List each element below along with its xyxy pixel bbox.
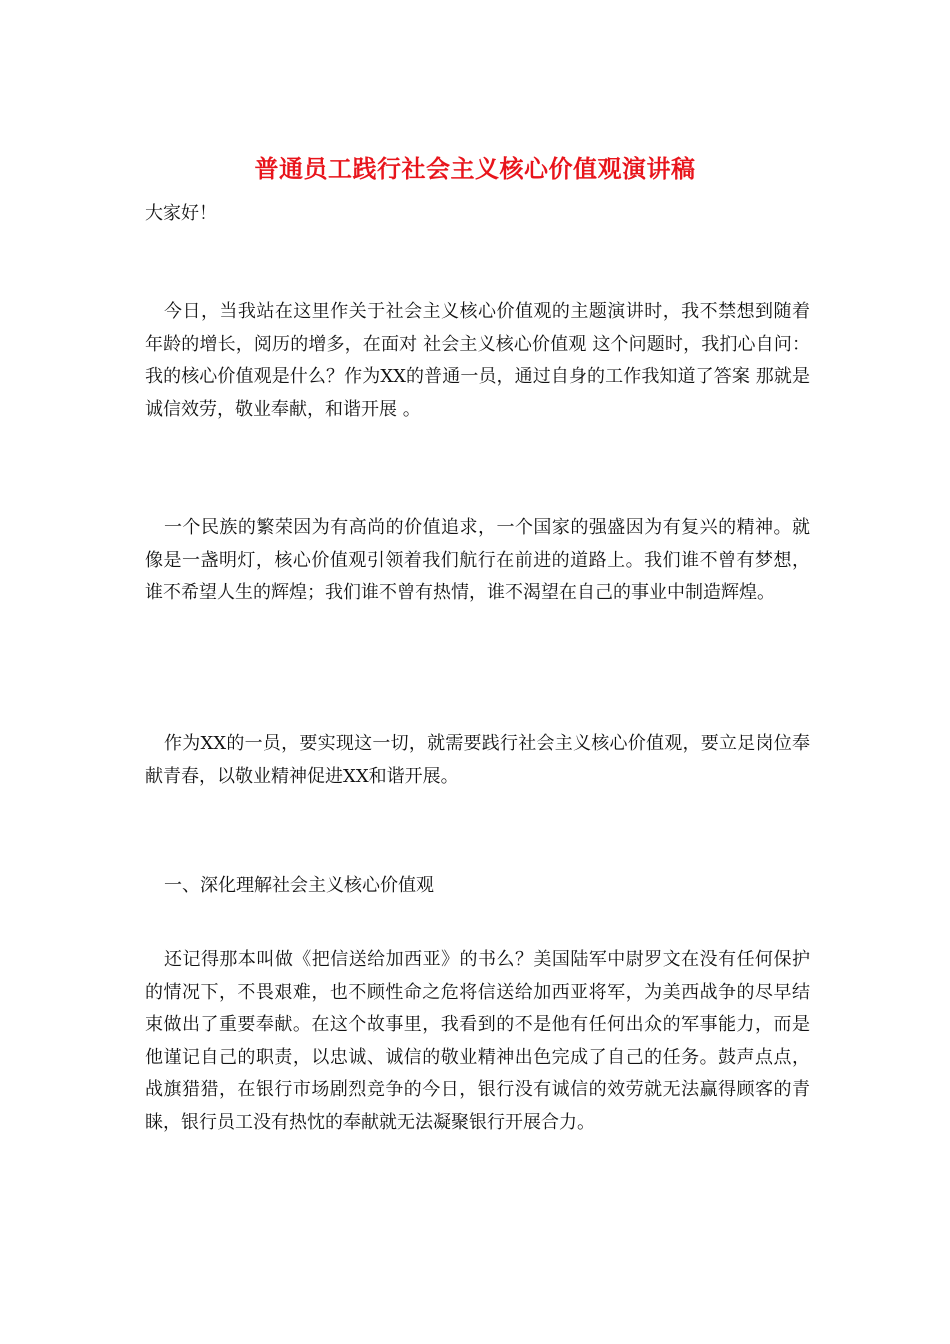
paragraph-garcia-story: 还记得那本叫做《把信送给加西亚》的书么？美国陆军中尉罗文在没有任何保护的情况下，不畏艰难，也不顾性命之危将信送给加西亚将军，为美西战争的尽早结束做出了重要奉献。在这个故事里，我看到的不是他有任何出众的军事能力，而是他谨记自己的职责，以忠诚、诚信的敬业精神出色完成了自己的任务。鼓声点点，战旗猎猎，在银行市场剧烈竞争的今日，银行没有诚信的效劳就无法赢得顾客的青睐，银行员工没有热忱的奉献就无法凝聚银行开展合力。 — [145, 949, 810, 1133]
document-title: 普通员工践行社会主义核心价值观演讲稿 — [254, 154, 696, 183]
paragraph-practice: 作为XX的一员，要实现这一切，就需要践行社会主义核心价值观，要立足岗位奉献青春，以敬业精神促进XX和谐开展。 — [145, 733, 810, 787]
section-heading-1: 一、深化理解社会主义核心价值观 — [164, 875, 434, 896]
greeting: 大家好！ — [145, 203, 217, 224]
paragraph-values: 一个民族的繁荣因为有高尚的价值追求，一个国家的强盛因为有复兴的精神。就像是一盏明灯，核心价值观引领着我们航行在前进的道路上。我们谁不曾有梦想，谁不希望人生的辉煌；我们谁不曾有热情，谁不渴望在自己的事业中制造辉煌。 — [145, 517, 810, 604]
paragraph-intro: 今日，当我站在这里作关于社会主义核心价值观的主题演讲时，我不禁想到随着年龄的增长，阅历的增多，在面对 社会主义核心价值观 这个问题时，我扪心自问：我的核心价值观是什么？作为XX的普通一员，通过自身的工作我知道了答案 那就是 诚信效劳，敬业奉献，和谐开展 。 — [145, 301, 810, 420]
